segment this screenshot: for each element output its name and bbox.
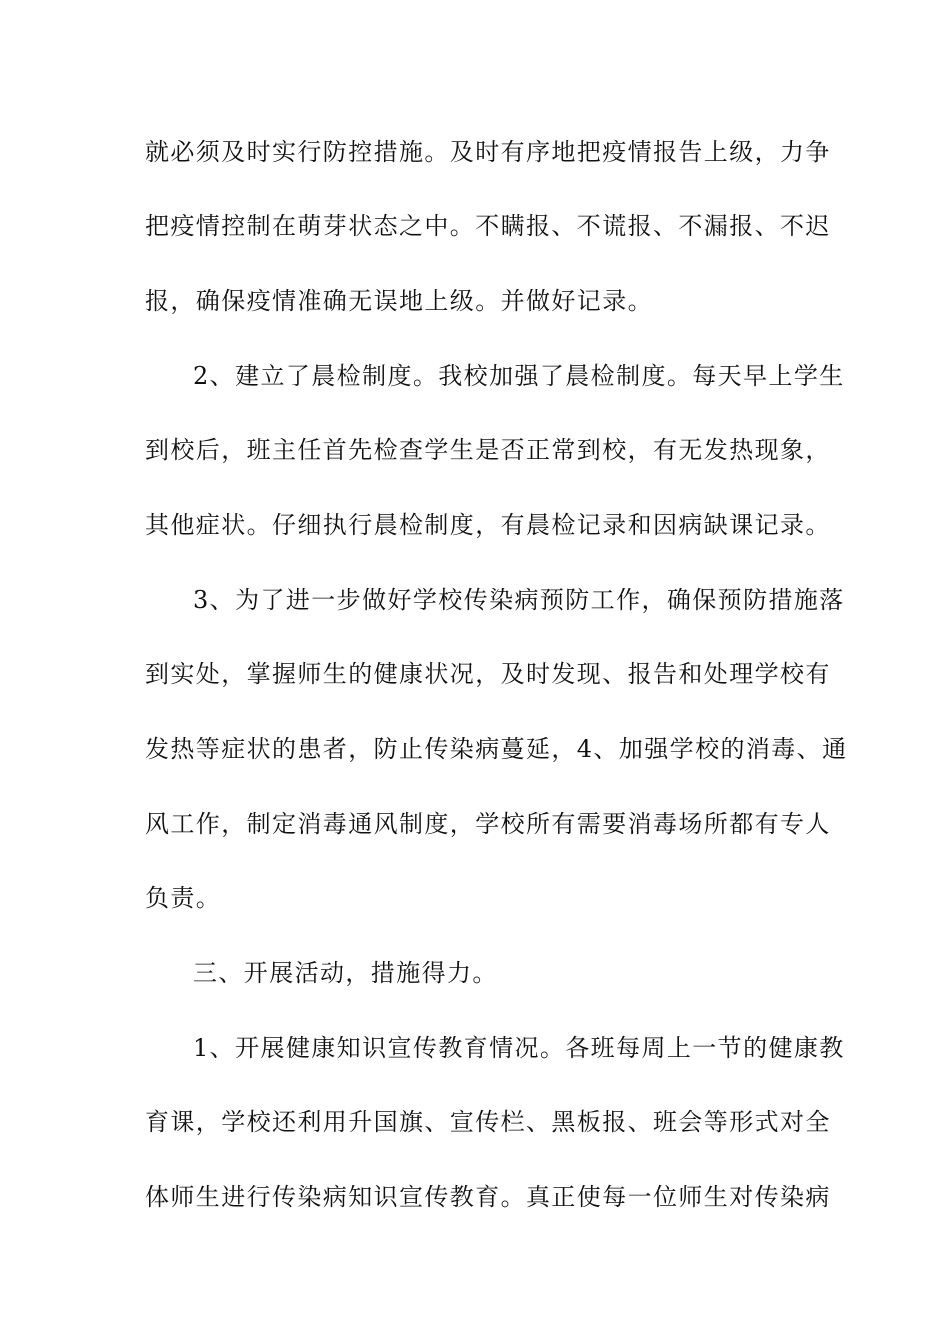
text-line: 把疫情控制在萌芽状态之中。不瞒报、不谎报、不漏报、不迟 [145, 212, 831, 240]
text-line: 到实处，掌握师生的健康状况，及时发现、报告和处理学校有 [145, 660, 831, 688]
text-line: 负责。 [145, 884, 222, 912]
text-line: 发热等症状的患者，防止传染病蔓延，4、加强学校的消毒、通 [145, 735, 848, 763]
text-line: 其他症状。仔细执行晨检制度，有晨检记录和因病缺课记录。 [145, 511, 831, 539]
text-line: 就必须及时实行防控措施。及时有序地把疫情报告上级，力争 [145, 138, 831, 166]
text-line: 3、为了进一步做好学校传染病预防工作，确保预防措施落 [193, 586, 845, 614]
text-line: 报，确保疫情准确无误地上级。并做好记录。 [145, 287, 653, 315]
text-line: 1、开展健康知识宣传教育情况。各班每周上一节的健康教 [193, 1034, 845, 1062]
text-line: 体师生进行传染病知识宣传教育。真正使每一位师生对传染病 [145, 1183, 831, 1211]
text-line: 到校后，班主任首先检查学生是否正常到校，有无发热现象， [145, 436, 831, 464]
text-line: 风工作，制定消毒通风制度，学校所有需要消毒场所都有专人 [145, 810, 831, 838]
text-line: 育课，学校还利用升国旗、宣传栏、黑板报、班会等形式对全 [145, 1108, 831, 1136]
text-line: 2、建立了晨检制度。我校加强了晨检制度。每天早上学生 [193, 362, 845, 390]
text-line: 三、开展活动，措施得力。 [193, 959, 498, 987]
